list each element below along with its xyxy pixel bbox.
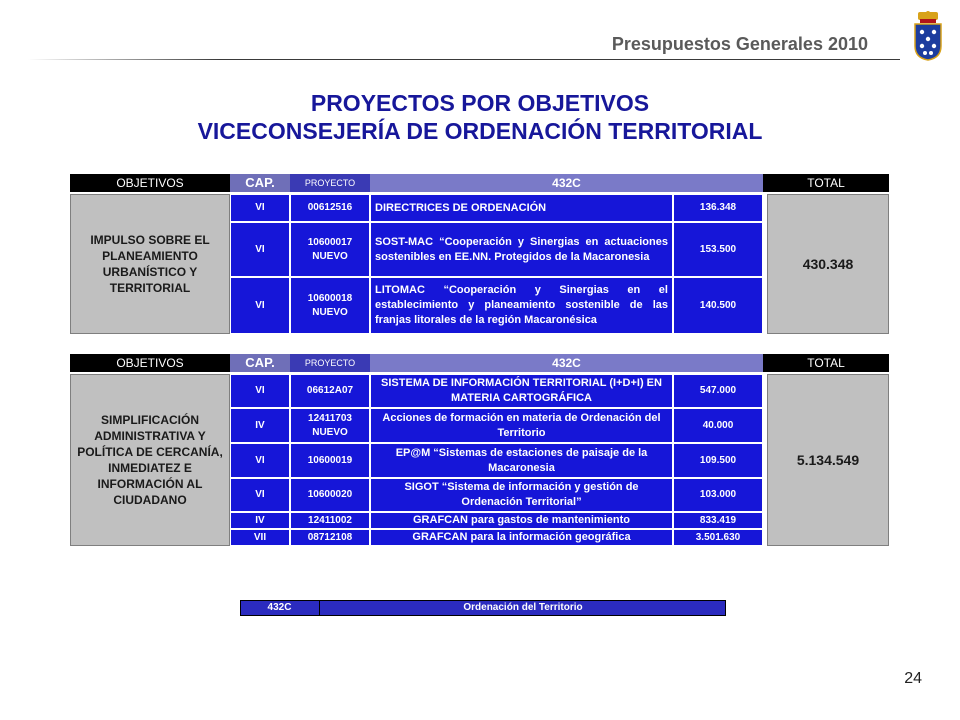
- project-description-cell: GRAFCAN para gastos de mantenimiento: [370, 512, 673, 529]
- amount-cell: 40.000: [673, 408, 763, 443]
- project-description-cell: DIRECTRICES DE ORDENACIÓN: [370, 194, 673, 222]
- total-value: 5.134.549: [796, 452, 860, 468]
- program-legend-code: 432C: [240, 600, 320, 616]
- cap-cell: VI: [230, 277, 290, 334]
- amount-cell: 153.500: [673, 222, 763, 277]
- objective-cell: [70, 194, 230, 334]
- cap-cell: VI: [230, 478, 290, 512]
- document-header-title: Presupuestos Generales 2010: [611, 34, 868, 54]
- header-proyecto: PROYECTO: [290, 354, 370, 372]
- project-code: 10600018: [307, 292, 353, 304]
- total-cell: [767, 374, 889, 546]
- project-code-cell: 10600019: [290, 443, 370, 478]
- header-programa: 432C: [370, 174, 763, 192]
- page-title: PROYECTOS POR OBJETIVOS: [310, 90, 650, 116]
- cap-cell: VII: [230, 529, 290, 546]
- project-description-cell: LITOMAC “Cooperación y Sinergias en el establecimiento y planeamiento sostenible de las franjas litorales de la región Macaronésica: [370, 277, 673, 334]
- program-legend-name: Ordenación del Territorio: [463, 602, 583, 613]
- project-description-cell: EP@M “Sistemas de estaciones de paisaje de la Macaronesia: [370, 443, 673, 478]
- project-status: NUEVO: [312, 426, 348, 438]
- objective-text: SIMPLIFICACIÓN ADMINISTRATIVA Y POLÍTICA DE CERCANÍA, INMEDIATEZ E INFORMACIÓN AL CIUDADANO: [77, 413, 223, 507]
- header-divider: [28, 59, 900, 60]
- project-code: 10600017: [307, 236, 353, 248]
- header-objetivos: OBJETIVOS: [116, 176, 184, 190]
- project-code-cell: [290, 408, 370, 443]
- header-cap: CAP.: [230, 354, 290, 372]
- page-subtitle: VICECONSEJERÍA DE ORDENACIÓN TERRITORIAL: [197, 118, 763, 144]
- total-value: 430.348: [802, 256, 854, 272]
- page-number: 24: [904, 670, 922, 687]
- project-code-cell: [290, 222, 370, 277]
- header-total: TOTAL: [807, 356, 845, 370]
- header-proyecto: PROYECTO: [290, 174, 370, 192]
- canarias-coat-of-arms-icon: [912, 10, 944, 62]
- amount-cell: 109.500: [673, 443, 763, 478]
- project-description-cell: SISTEMA DE INFORMACIÓN TERRITORIAL (I+D+I) EN MATERIA CARTOGRÁFICA: [370, 374, 673, 408]
- cap-cell: VI: [230, 222, 290, 277]
- project-code-cell: 06612A07: [290, 374, 370, 408]
- total-cell: [767, 194, 889, 334]
- project-description-cell: SIGOT “Sistema de información y gestión de Ordenación Territorial”: [370, 478, 673, 512]
- project-code-cell: 00612516: [290, 194, 370, 222]
- project-status: NUEVO: [312, 306, 348, 318]
- cap-cell: VI: [230, 443, 290, 478]
- project-description-cell: SOST-MAC “Cooperación y Sinergias en actuaciones sostenibles en EE.NN. Protegidos de la Macaronesia: [370, 222, 673, 277]
- amount-cell: 136.348: [673, 194, 763, 222]
- header-programa: 432C: [370, 354, 763, 372]
- project-description-cell: GRAFCAN para la información geográfica: [370, 529, 673, 546]
- cap-cell: IV: [230, 408, 290, 443]
- amount-cell: 547.000: [673, 374, 763, 408]
- objective-text: IMPULSO SOBRE EL PLANEAMIENTO URBANÍSTICO Y TERRITORIAL: [90, 233, 210, 295]
- project-code-cell: 12411002: [290, 512, 370, 529]
- cap-cell: VI: [230, 194, 290, 222]
- project-description-cell: Acciones de formación en materia de Ordenación del Territorio: [370, 408, 673, 443]
- amount-cell: 833.419: [673, 512, 763, 529]
- project-status: NUEVO: [312, 250, 348, 262]
- project-code-cell: 08712108: [290, 529, 370, 546]
- cap-cell: VI: [230, 374, 290, 408]
- header-cap: CAP.: [230, 174, 290, 192]
- project-code-cell: [290, 277, 370, 334]
- header-total: TOTAL: [807, 176, 845, 190]
- header-objetivos: OBJETIVOS: [116, 356, 184, 370]
- amount-cell: 3.501.630: [673, 529, 763, 546]
- amount-cell: 140.500: [673, 277, 763, 334]
- project-code: 12411703: [308, 412, 352, 424]
- project-code-cell: 10600020: [290, 478, 370, 512]
- amount-cell: 103.000: [673, 478, 763, 512]
- objective-cell: [70, 374, 230, 546]
- cap-cell: IV: [230, 512, 290, 529]
